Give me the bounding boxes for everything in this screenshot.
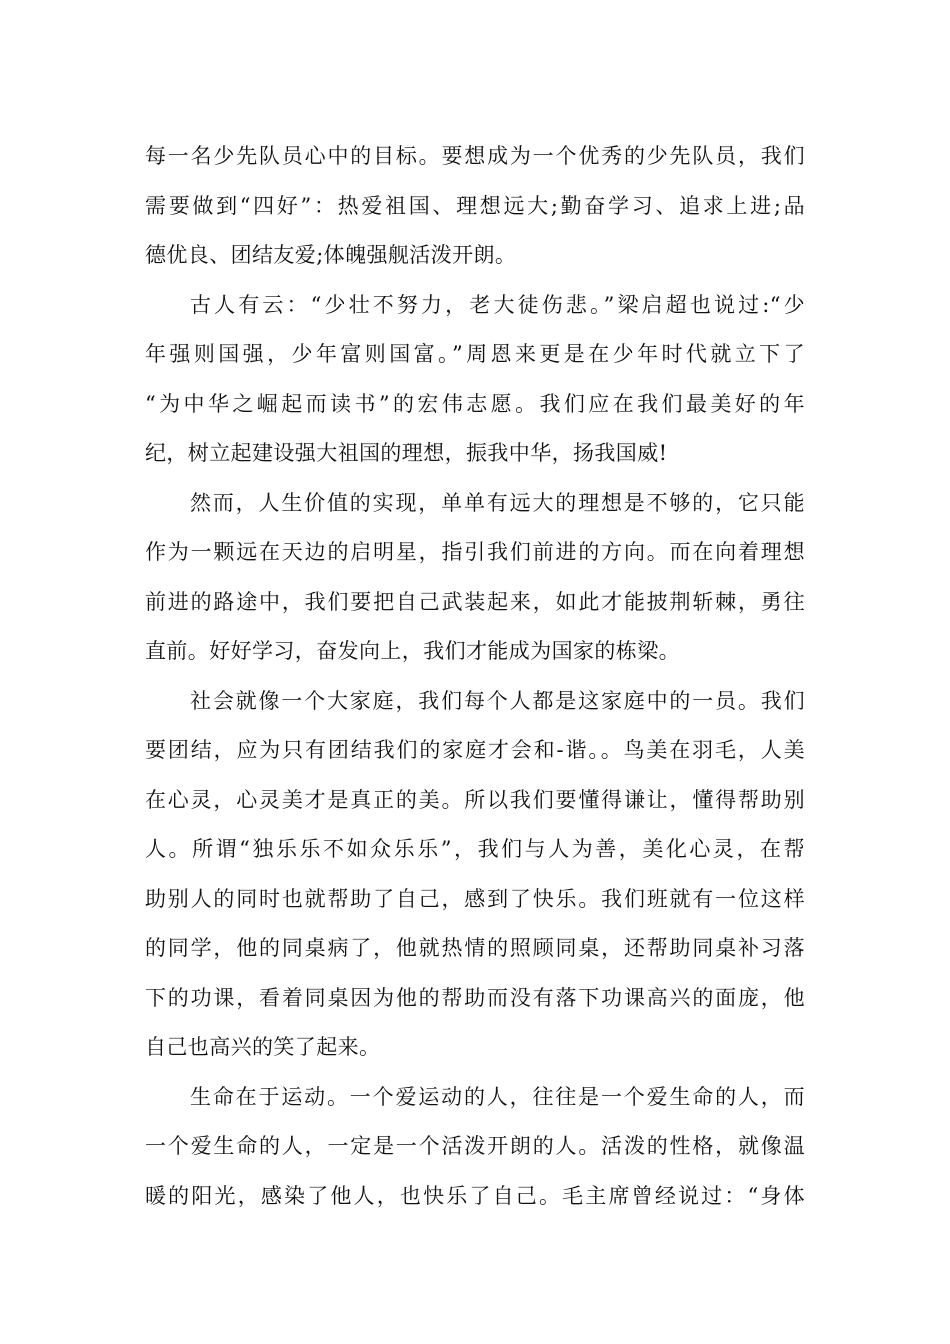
text-line: 年强则国强，少年富则国富。”周恩来更是在少年时代就立下了 <box>145 342 805 366</box>
text-line: 的同学，他的同桌病了，他就热情的照顾同桌，还帮助同桌补习落 <box>145 936 805 960</box>
text-line: 直前。好好学习，奋发向上，我们才能成为国家的栋梁。 <box>145 639 680 663</box>
text-line: 每一名少先队员心中的目标。要想成为一个优秀的少先队员，我们 <box>145 144 805 168</box>
text-line: 一个爱生命的人，一定是一个活泼开朗的人。活泼的性格，就像温 <box>145 1134 805 1158</box>
text-line: 前进的路途中，我们要把自己武装起来，如此才能披荆斩棘，勇往 <box>145 589 805 614</box>
text-line: 古人有云：“少壮不努力，老大徒伤悲。”梁启超也说过:“少 <box>190 292 805 317</box>
text-line: 助别人的同时也就帮助了自己，感到了快乐。我们班就有一位这样 <box>145 886 805 911</box>
document-body <box>145 132 805 1221</box>
paragraph <box>145 132 805 281</box>
text-line: 下的功课，看着同桌因为他的帮助而没有落下功课高兴的面庞，他 <box>145 985 805 1010</box>
text-line: 德优良、团结友爱;体魄强舰活泼开朗。 <box>145 243 517 267</box>
text-line: 然而，人生价值的实现，单单有远大的理想是不够的，它只能 <box>190 490 805 515</box>
paragraph <box>145 479 805 677</box>
text-line: 社会就像一个大家庭，我们每个人都是这家庭中的一员。我们 <box>190 688 805 713</box>
text-line: 需要做到“四好”：热爱祖国、理想远大;勤奋学习、追求上进;品 <box>145 193 805 218</box>
paragraph <box>145 281 805 479</box>
text-line: 作为一颗远在天边的启明星，指引我们前进的方向。而在向着理想 <box>145 540 805 564</box>
text-line: 生命在于运动。一个爱运动的人，往往是一个爱生命的人，而 <box>190 1084 805 1109</box>
text-line: 人。所谓“独乐乐不如众乐乐”，我们与人为善，美化心灵，在帮 <box>145 837 805 861</box>
text-line: 在心灵，心灵美才是真正的美。所以我们要懂得谦让，懂得帮助别 <box>145 787 805 812</box>
paragraph <box>145 1073 805 1222</box>
text-line: 自己也高兴的笑了起来。 <box>145 1035 381 1059</box>
paragraph <box>145 677 805 1073</box>
text-line: 暖的阳光，感染了他人，也快乐了自己。毛主席曾经说过：“身体 <box>145 1183 805 1208</box>
text-line: 要团结，应为只有团结我们的家庭才会和-谐。。鸟美在羽毛，人美 <box>145 738 805 762</box>
text-line: 纪，树立起建设强大祖国的理想，振我中华，扬我国威! <box>145 441 668 465</box>
text-line: “为中华之崛起而读书”的宏伟志愿。我们应在我们最美好的年 <box>145 391 805 416</box>
